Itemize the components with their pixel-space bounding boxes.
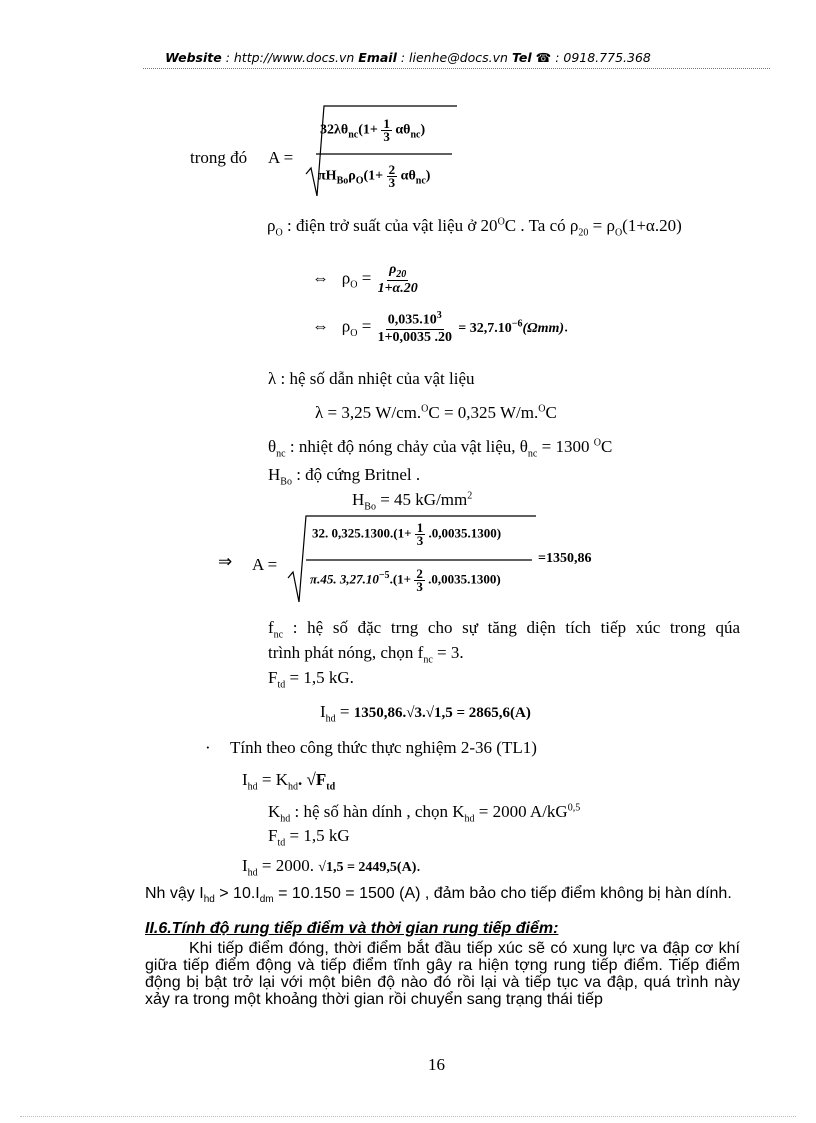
hbo-definition: $H_{Bo}$ : độ cứng Britnel .	[268, 465, 421, 488]
rho-definition: $\rho_O$ : điện trở suất của vật liệu ở $20^OC$ . Ta có $\rho_{20} = \rho_O(1+\alpha.20)$	[267, 216, 682, 239]
rho-eq2: ⇔ $\rho_O$ = $\frac{0,035.10^3}{1+0,0035 .20}$ = $32,7.10^{-6}(\Omega mm)$.	[312, 310, 569, 345]
khd-definition: $K_{hd}$ : hệ số hàn dính , chọn $K_{hd} = 2000$ A/kG$^{0,5}$	[268, 802, 581, 825]
formula-lhs: A =	[268, 148, 294, 167]
tel-label: Tel	[511, 50, 532, 65]
theta-definition: $\theta_{nc}$ : nhiệt độ nóng chảy của vật liệu, $\theta_{nc} = 1300$ $^O$C	[268, 437, 613, 460]
website-value: : http://www.docs.vn	[225, 50, 355, 65]
A-calc-lhs: A =	[252, 555, 278, 574]
formula-numerator: $32\lambda\theta_{nc}(1+$ $\frac{1}{3}$ $\alpha\theta_{nc}$)	[320, 116, 426, 144]
A-calc-arrow: ⇒	[218, 552, 233, 571]
A-calc-denominator: π.45. $3,27.10^{-5}.(1+$ $\frac{2}{3}$ .0,0035.1300)	[310, 566, 501, 594]
email-value: : lienhe@docs.vn	[400, 50, 508, 65]
header-divider	[143, 68, 770, 69]
formula-intro: trong đó	[190, 148, 248, 167]
fnc-line1: $f_{nc}$ : hệ số đặc trng cho sự tăng diện tích tiếp xúc trong qúa	[268, 618, 740, 641]
phone-icon: ☎	[535, 50, 552, 65]
section-title: II.6.Tính độ rung tiếp điểm và thời gian rung tiếp điểm:	[145, 920, 559, 937]
website-label: Website	[165, 50, 222, 65]
ihd-result-1: $I_{hd} = 1350,86.√3.√1,5 = 2865,6(A)$	[320, 702, 531, 725]
email-label: Email	[358, 50, 397, 65]
A-calc-numerator: 32. 0,325.1300.(1+ $\frac{1}{3}$ .0,0035.1300)	[312, 520, 502, 548]
lambda-value: λ = 3,25 W/cm.$^O$C = 0,325 W/m.$^O$C	[315, 403, 557, 422]
ftd-value-2: $F_{td} = 1,5$ kG	[268, 826, 350, 849]
page-header	[0, 50, 816, 65]
rho-eq1: ⇔ $\rho_O$ = $\frac{\rho_{20}}{1+\alpha.20}$	[312, 262, 418, 296]
ihd-result-2: $I_{hd} = 2000$. √1,5 = 2449,5(A).	[242, 856, 421, 879]
tel-value: : 0918.775.368	[555, 50, 651, 65]
formula-denominator: $\pi H_{Bo}\rho_O(1+$ $\frac{2}{3}$ $\alpha\theta_{nc}$)	[318, 162, 431, 190]
hbo-value: $H_{Bo} = 45$ $kG/mm^2$	[352, 490, 473, 513]
bullet-mark: ·	[205, 738, 211, 757]
body-paragraph: Khi tiếp điểm đóng, thời điểm bắt đầu tiếp xúc sẽ có xung lực va đập cơ khí giữa tiếp điểm động và tiếp điểm tĩnh gây ra hiện tợng rung tiếp điểm. Tiếp điểm động bị bật trở lại với một biên độ nào đó rồi lại và tiếp tục va đập, quá trình này xảy ra trong một khoảng thời gian rồi chuyển sang trạng thái tiếp	[145, 940, 740, 1008]
ftd-value: $F_{td} = 1,5$ kG.	[268, 668, 354, 691]
footer-divider	[20, 1116, 796, 1117]
fnc-line2: trình phát nóng, chọn $f_{nc} = 3$.	[268, 643, 464, 666]
lambda-definition: λ : hệ số dẫn nhiệt của vật liệu	[268, 369, 475, 388]
conclusion-paragraph: Nh vậy $I_{hd} > 10.I_{dm} = 10.150 = 1500$ (A) , đảm bảo cho tiếp điểm không bị hàn dính.	[145, 885, 732, 906]
ihd-formula: $I_{hd} = K_{hd}$. $√F_{td}$	[242, 770, 336, 793]
page-number: 16	[428, 1055, 445, 1074]
bullet-text: Tính theo công thức thực nghiệm 2-36 (TL1)	[230, 738, 537, 757]
A-calc-result: =1350,86	[538, 551, 592, 566]
